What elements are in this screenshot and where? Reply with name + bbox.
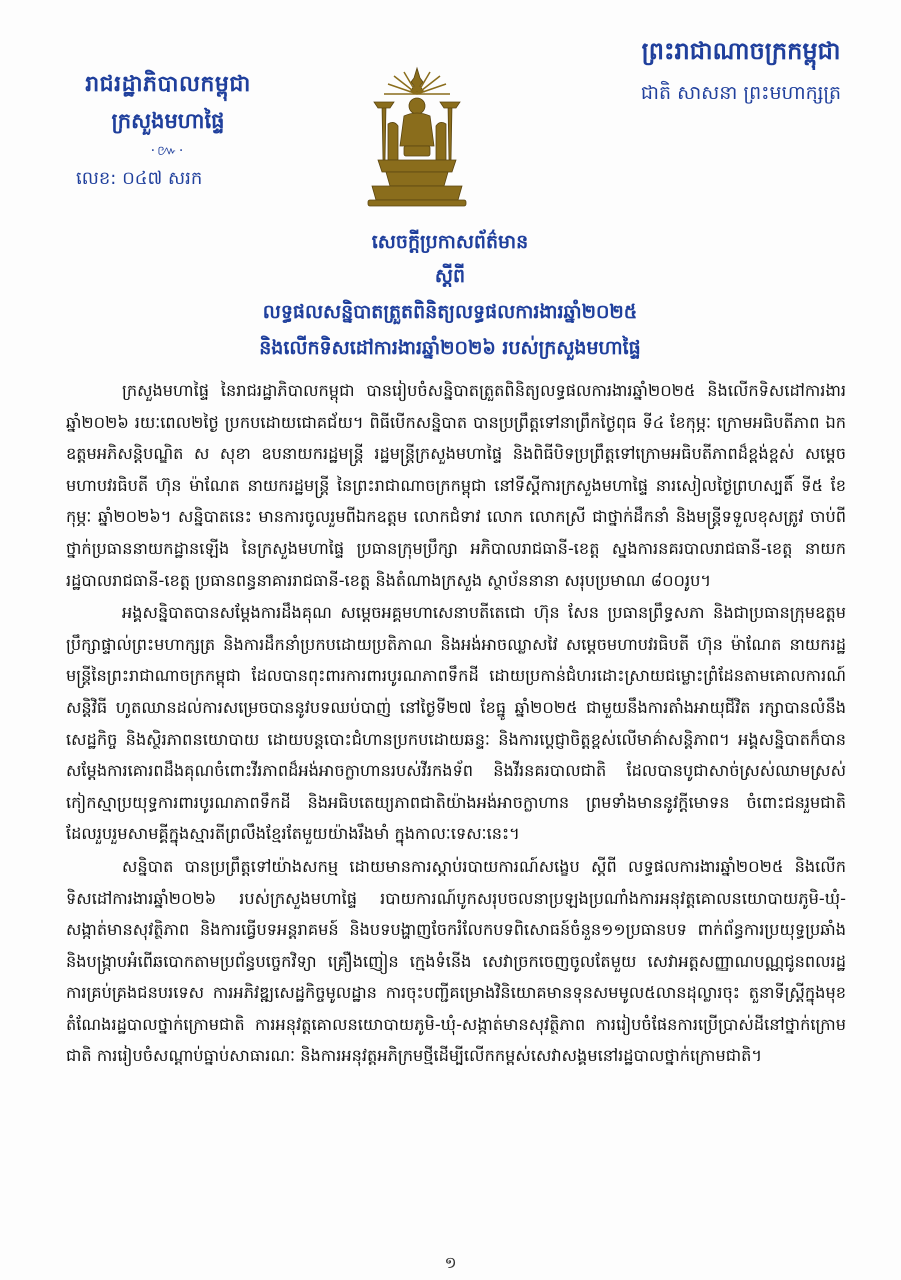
kingdom-block — [611, 36, 871, 109]
ministry-name: ក្រសួងមហាផ្ទៃ — [111, 109, 225, 133]
paragraph-2: អង្គសន្និបាតបានសម្តែងការដឹងគុណ សម្តេចអគ្គមហាសេនាបតីតេជោ ហ៊ុន សែន ប្រធានព្រឹទ្ធសភា និងជាប្រធានក្រុមឧត្តមប្រឹក្សាផ្ទាល់ព្រះមហាក្សត្រ និងការដឹកនាំប្រកបដោយប្រតិភាណ និងអង់អាចឈ្លាសវៃ សម្តេចមហាបវរធិបតី ហ៊ុន ម៉ាណែត នាយករដ្ឋមន្ត្រីនៃព្រះរាជាណាចក្រកម្ពុជា ដែលបានពុះពារការពារបូរណភាពទឹកដី ដោយប្រកាន់ជំហរដោះស្រាយជម្លោះព្រំដែនតាមគោលការណ៍សន្តិវិធី ហូតឈានដល់ការសម្រេចបាននូវបទឈប់បាញ់ នៅថ្ងៃទី២៧ ខែធ្នូ ឆ្នាំ២០២៥ ជាមួយនឹងការតាំងអាយុជីវិត រក្សាបានលំនឹងសេដ្ឋកិច្ច និងស្ថិរភាពនយោបាយ ដោយបន្តបោះជំហានប្រកបដោយឆន្ទៈ និងការប្តេជ្ញាចិត្តខ្ពស់លើមាគ៌ាសន្តិភាព។ អង្គសន្និបាតក៏បានសម្តែងការគោរពដឹងគុណចំពោះវីរភាពដ៏អង់អាចក្លាហានរបស់វីរកងទ័ព និងវីរនគរបាលជាតិ ដែលបានបូជាសាច់ស្រស់ឈាមស្រស់ កៀកស្មាប្រយុទ្ធការពារបូរណភាពទឹកដី និងអធិបតេយ្យភាពជាតិយ៉ាងអង់អាចក្លាហាន ព្រមទាំងមាននូវក្តីមោទន ចំពោះជនរួមជាតិ ដែលរួបរួមសាមគ្គីក្នុងស្មារតីព្រលឹងខ្មែរតែមួយយ៉ាងរឹងមាំ ក្នុងកាលៈទេសៈនេះ។ — [66, 603, 846, 844]
paragraph-3: សន្និបាត បានប្រព្រឹត្តទៅយ៉ាងសកម្ម ដោយមានការស្តាប់របាយការណ៍សង្ខេប ស្តីពី លទ្ធផលការងារឆ្នាំ២០២៥ និងលើកទិសដៅការងារឆ្នាំ២០២៦ របស់ក្រសួងមហាផ្ទៃ របាយការណ៍បូកសរុបចលនាប្រឡងប្រណាំងការអនុវត្តគោលនយោបាយភូមិ-ឃុំ-សង្កាត់មានសុវត្ថិភាព និងការធ្វើបទអន្តរាគមន៍ និងបទបង្ហាញចែករំលែកបទពិសោធន៍ចំនួន១១ប្រធានបទ ពាក់ព័ន្ធការប្រយុទ្ធប្រឆាំង និងបង្ក្រាបអំពើឆបោកតាមប្រព័ន្ធបច្ចេកវិទ្យា គ្រឿងញៀន ក្មេងទំនើង សេវាច្រកចេញចូលតែមួយ សេវាអត្តសញ្ញាណបណ្ណជូនពលរដ្ឋ ការគ្រប់គ្រងជនបរទេស ការអភិវឌ្ឍសេដ្ឋកិច្ចមូលដ្ឋាន ការចុះបញ្ជីគម្រោងវិនិយោគមានទុនសមមូល៥លានដុល្លារចុះ តួនាទីស្ត្រីក្នុងមុខតំណែងរដ្ឋបាលថ្នាក់ក្រោមជាតិ ការអនុវត្តគោលនយោបាយភូមិ-ឃុំ-សង្កាត់មានសុវត្ថិភាព ការរៀបចំផែនការប្រើប្រាស់ដីនៅថ្នាក់ក្រោមជាតិ ការរៀបចំសណ្តាប់ធ្នាប់សាធារណៈ និងការអនុវត្តអភិក្រមថ្មីដើម្បីលើកកម្ពស់សេវាសង្គមនៅរដ្ឋបាលថ្នាក់ក្រោមជាតិ។ — [66, 856, 846, 1066]
page-number: ១ — [444, 1253, 457, 1272]
reference-number: លេខ: ០៤៧ សរក — [76, 168, 203, 189]
national-motto: ជាតិ សាសនា ព្រះមហាក្សត្រ — [640, 82, 842, 104]
document-title — [100, 230, 800, 364]
title-line-4: និងលើកទិសដៅការងារឆ្នាំ២០២៦ របស់ក្រសួងមហាផ្ទៃ — [259, 337, 641, 359]
royal-emblem-icon — [364, 64, 470, 210]
document-body — [66, 375, 846, 1073]
title-line-2: ស្តីពី — [434, 265, 466, 287]
paragraph-1: ក្រសួងមហាផ្ទៃ នៃរាជរដ្ឋាភិបាលកម្ពុជា បានរៀបចំសន្និបាតត្រួតពិនិត្យលទ្ធផលការងារឆ្នាំ២០២៥ និងលើកទិសដៅការងារ ឆ្នាំ២០២៦ រយៈពេល២ថ្ងៃ ប្រកបដោយជោគជ័យ។ ពិធីបើកសន្និបាត បានប្រព្រឹត្តទៅនាព្រឹកថ្ងៃពុធ ទី៤ ខែកុម្ភៈ ក្រោមអធិបតីភាព ឯកឧត្តមអភិសន្តិបណ្ឌិត ស សុខា ឧបនាយករដ្ឋមន្ត្រី រដ្ឋមន្ត្រីក្រសួងមហាផ្ទៃ និងពិធីបិទប្រព្រឹត្តទៅក្រោមអធិបតីភាពដ៏ខ្ពង់ខ្ពស់ សម្តេចមហាបវរធិបតី ហ៊ុន ម៉ាណែត នាយករដ្ឋមន្ត្រី នៃព្រះរាជាណាចក្រកម្ពុជា នៅទីស្តីការក្រសួងមហាផ្ទៃ នារសៀលថ្ងៃព្រហស្បតិ៍ ទី៥ ខែកុម្ភៈ ឆ្នាំ២០២៦។ សន្និបាតនេះ មានការចូលរួមពីឯកឧត្តម លោកជំទាវ លោក លោកស្រី ជាថ្នាក់ដឹកនាំ និងមន្ត្រីទទួលខុសត្រូវ ចាប់ពីថ្នាក់ប្រធាននាយកដ្ឋានឡើង នៃក្រសួងមហាផ្ទៃ ប្រធានក្រុមប្រឹក្សា អភិបាលរាជធានី-ខេត្ត ស្នងការនគរបាលរាជធានី-ខេត្ត នាយករដ្ឋបាលរាជធានី-ខេត្ត ប្រធានពន្ធនាគាររាជធានី-ខេត្ត និងតំណាងក្រសួង ស្ថាប័ននានា សរុបប្រមាណ ៨០០រូប។ — [66, 381, 846, 590]
government-name: រាជរដ្ឋាភិបាលកម្ពុជា — [85, 72, 251, 97]
header-ornament: ·៚· — [150, 143, 186, 159]
kingdom-name: ព្រះរាជាណាចក្រកម្ពុជា — [641, 37, 841, 65]
title-line-3: លទ្ធផលសន្និបាតត្រួតពិនិត្យលទ្ធផលការងារឆ្នាំ២០២៥ — [262, 301, 638, 323]
title-line-1: សេចក្តីប្រកាសព័ត៌មាន — [371, 231, 529, 253]
issuer-block — [68, 70, 268, 193]
